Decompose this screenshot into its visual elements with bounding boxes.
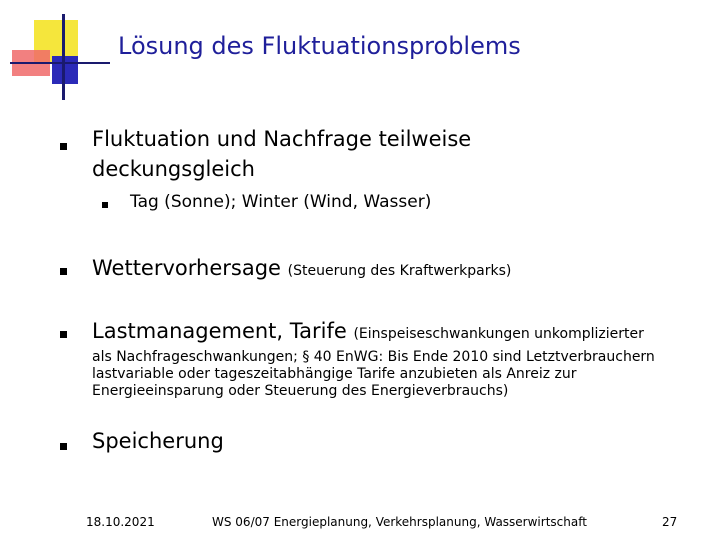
sub-bullet-tag-winter: Tag (Sonne); Winter (Wind, Wasser) <box>130 192 432 212</box>
bullet-wettervorhersage <box>92 256 511 280</box>
bullet-wettervorhersage-note: (Steuerung des Kraftwerkparks) <box>287 263 512 279</box>
deco-vertical-line <box>62 14 65 100</box>
bullet-fluktuation: Fluktuation und Nachfrage teilweise deckungsgleich <box>92 127 472 181</box>
bullet-lastmanagement-note-cont: als Nachfrageschwankungen; § 40 EnWG: Bis Ende 2010 sind Letztverbrauchern lastvariable oder tageszeitabhängige Tarife anzubieten als Anreiz zur Energieeinsparung oder Steuerung des Energieverbrauchs) <box>92 349 655 399</box>
deco-horizontal-line <box>10 62 110 64</box>
bullet-square-icon <box>60 143 67 150</box>
slide-title: Lösung des Fluktuationsproblems <box>118 32 521 60</box>
bullet-lastmanagement-note: (Einspeiseschwankungen unkomplizierter <box>353 326 644 342</box>
footer-page-number: 27 <box>662 515 678 529</box>
footer-course: WS 06/07 Energieplanung, Verkehrsplanung, Wasserwirtschaft <box>212 515 587 529</box>
bullet-square-icon <box>60 331 67 338</box>
bullet-square-icon <box>60 268 67 275</box>
deco-blue-square <box>52 56 78 84</box>
bullet-lastmanagement-main: Lastmanagement, Tarife <box>92 319 347 343</box>
bullet-wettervorhersage-main: Wettervorhersage <box>92 256 281 280</box>
bullet-lastmanagement <box>92 319 644 343</box>
bullet-speicherung: Speicherung <box>92 429 224 453</box>
footer-date: 18.10.2021 <box>86 515 155 529</box>
sub-bullet-square-icon <box>102 202 108 208</box>
bullet-square-icon <box>60 443 67 450</box>
